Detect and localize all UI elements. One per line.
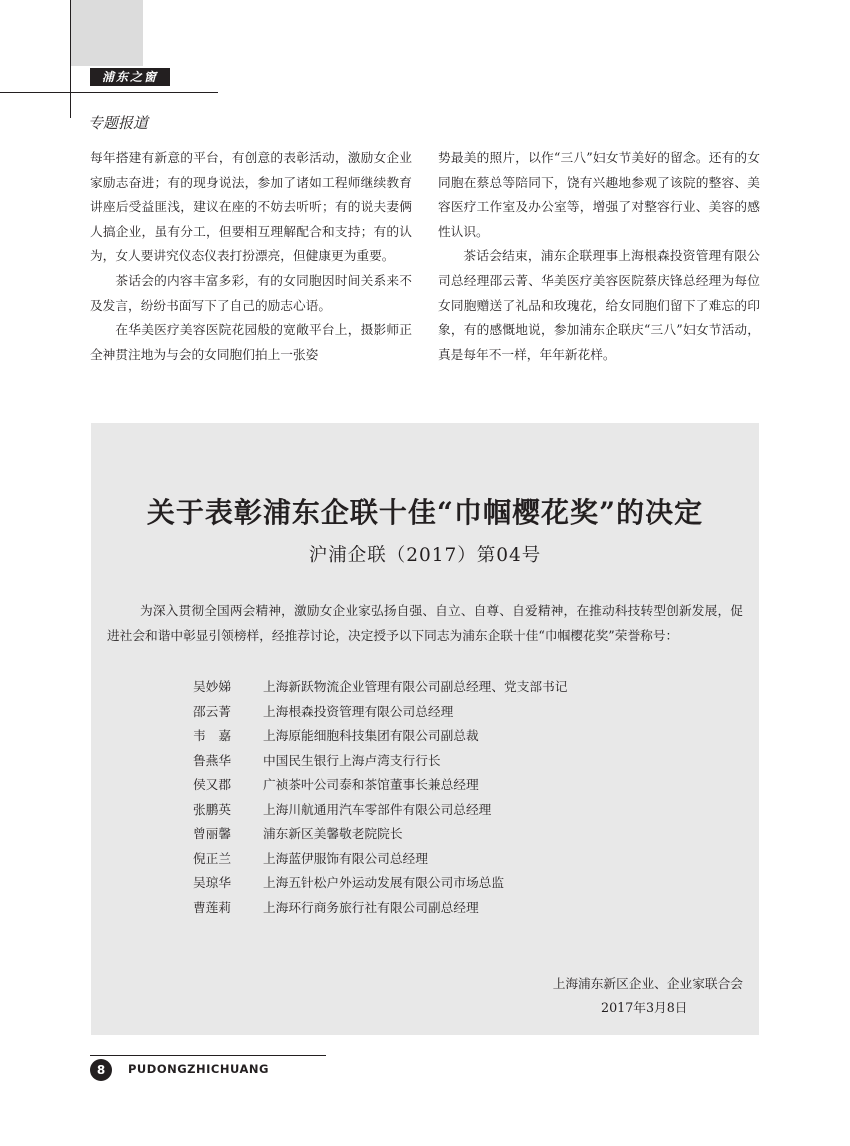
- header-horizontal-rule: [0, 92, 218, 93]
- footer-rule: [90, 1055, 326, 1056]
- honoree-title: 上海环行商务旅行社有限公司副总经理: [263, 899, 479, 915]
- honoree-item: [193, 700, 733, 725]
- article-paragraph: 在华美医疗美容医院花园般的宽敞平台上，摄影师正全神贯注地为与会的女同胞们拍上一张姿: [90, 322, 412, 362]
- article-left-column: [90, 146, 412, 367]
- header-gray-tab: [70, 0, 143, 66]
- honoree-name: 曾丽馨: [193, 826, 232, 841]
- honoree-item: [193, 822, 733, 847]
- article-paragraph: 势最美的照片，以作“三八”妇女节美好的留念。还有的女同胞在蔡总等陪同下，饶有兴趣地参观了该院的整容、美容医疗工作室及办公室等，增强了对整容行业、美容的感性认识。: [438, 150, 760, 239]
- honoree-list: [193, 675, 733, 920]
- honoree-item: [193, 675, 733, 700]
- honoree-name: 吴琼华: [193, 875, 232, 890]
- article-right-column: [438, 146, 760, 367]
- decision-issuer: 上海浦东新区企业、企业家联合会: [552, 976, 743, 991]
- article-paragraph: 每年搭建有新意的平台，有创意的表彰活动，激励女企业家励志奋进；有的现身说法，参加了诸如工程师继续教育讲座后受益匪浅，建议在座的不妨去听听；有的说夫妻俩人搞企业，虽有分工，但要相互理解配合和支持；有的认为，女人要讲究仪态仪表打扮漂亮，但健康更为重要。: [90, 150, 412, 264]
- honoree-item: [193, 724, 733, 749]
- honoree-item: [193, 847, 733, 872]
- decision-box: [91, 423, 759, 1035]
- decision-intro: 为深入贯彻全国两会精神，激励女企业家弘扬自强、自立、自尊、自爱精神，在推动科技转型创新发展，促进社会和谐中彰显引领榜样，经推荐讨论，决定授予以下同志为浦东企联十佳“巾帼樱花奖”荣誉称号：: [107, 603, 743, 643]
- honoree-title: 广祯茶叶公司泰和茶馆董事长兼总经理: [263, 777, 479, 792]
- page-number: 8: [90, 1059, 112, 1081]
- honoree-title: 浦东新区美馨敬老院院长: [263, 826, 403, 841]
- honoree-title: 上海原能细胞科技集团有限公司副总裁: [263, 728, 479, 743]
- honoree-item: [193, 798, 733, 823]
- honoree-name: 鲁燕华: [193, 752, 232, 768]
- honoree-item: [193, 773, 733, 798]
- honoree-title: 上海根森投资管理有限公司总经理: [263, 703, 454, 719]
- honoree-name: 倪正兰: [193, 850, 232, 866]
- honoree-name: 韦 嘉: [193, 728, 232, 743]
- honoree-name: 曹莲莉: [193, 899, 232, 915]
- honoree-title: 上海川航通用汽车零部件有限公司总经理: [263, 801, 492, 817]
- honoree-title: 上海蓝伊服饰有限公司总经理: [263, 850, 428, 866]
- header-vertical-rule: [70, 0, 71, 118]
- article-paragraph: 茶话会结束，浦东企联理事上海根森投资管理有限公司总经理邵云菁、华美医疗美容医院蔡庆锋总经理为每位女同胞赠送了礼品和玫瑰花，给女同胞们留下了难忘的印象，有的感慨地说，参加浦东企联庆“三八”妇女节活动，真是每年不一样，年年新花样。: [438, 248, 760, 362]
- honoree-name: 吴妙娣: [193, 679, 232, 694]
- footer-brand: PUDONGZHICHUANG: [128, 1062, 269, 1076]
- honoree-name: 张鹏英: [193, 801, 232, 817]
- honoree-name: 侯又郡: [193, 777, 232, 792]
- section-label: 专题报道: [88, 114, 149, 132]
- honoree-item: [193, 749, 733, 774]
- decision-date: 2017年3月8日: [601, 1000, 688, 1015]
- honoree-name: 邵云菁: [193, 703, 232, 719]
- honoree-item: [193, 896, 733, 921]
- honoree-item: [193, 871, 733, 896]
- decision-title: 关于表彰浦东企联十佳“巾帼樱花奖”的决定: [146, 496, 704, 529]
- honoree-title: 上海五针松户外运动发展有限公司市场总监: [263, 875, 505, 890]
- honoree-title: 上海新跃物流企业管理有限公司副总经理、党支部书记: [263, 679, 568, 694]
- honoree-title: 中国民生银行上海卢湾支行行长: [263, 752, 441, 768]
- article-paragraph: 茶话会的内容丰富多彩，有的女同胞因时间关系来不及发言，纷纷书面写下了自己的励志心语。: [90, 272, 412, 313]
- decision-document-number: 沪浦企联（2017）第04号: [308, 545, 542, 566]
- magazine-logo: 浦东之窗: [90, 68, 170, 86]
